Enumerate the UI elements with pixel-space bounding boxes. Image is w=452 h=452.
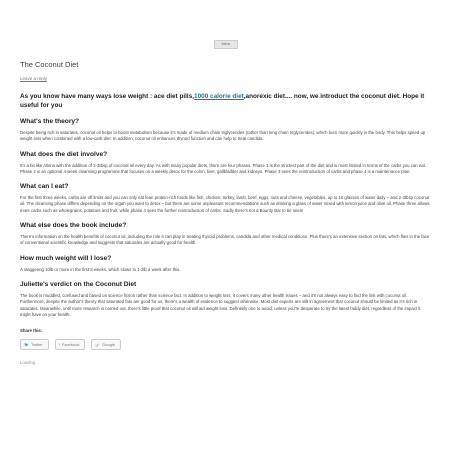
section-heading: What does the diet involve? bbox=[20, 150, 108, 158]
section-verdict bbox=[20, 280, 432, 318]
calorie-diet-link[interactable]: 1000 calorie diet bbox=[194, 93, 244, 100]
section-weight-lose bbox=[20, 254, 432, 273]
section-book-include bbox=[20, 221, 432, 247]
share-button-label: Facebook bbox=[61, 342, 80, 348]
section-heading: What's the theory? bbox=[20, 118, 80, 125]
section-diet-involve bbox=[20, 150, 432, 176]
intro-text-before: As you know have many ways lose weight : ace diet pills, bbox=[20, 93, 195, 100]
twitter-icon: 🐦 bbox=[24, 342, 29, 348]
section-text: The book is muddled, confused and based on science fiction rather than science fact. In addition to weight loss, it covers many other health issues – and it's not always easy to find the link with coconut oil. Furthermore, despite the author's theory that saturated fats are good for us, there's a wealth of evidence to suggest otherwise. Most diet experts are still in agreement that coconut should be limited as it's rich in saturates. Meanwhile, until more research is carried out, there's little proof that coconut oil will aid weight loss. Definitely one to avoid, unless you're desperate to try the latest faddy diet, regardless of the impact it might have on your health. bbox=[20, 292, 421, 317]
share-google-button[interactable] bbox=[91, 339, 120, 350]
share-facebook-button[interactable] bbox=[55, 339, 86, 350]
section-text: A staggering 10lb or more in the first 3 weeks, which slows to 1-2lb a week after this. bbox=[20, 266, 181, 272]
share-twitter-button[interactable] bbox=[20, 339, 49, 350]
share-label: Share this: bbox=[20, 328, 43, 334]
section-text: It's a bit like Atkins with the addition of 2-3tbsp of coconut oil every day. As with many popular diets, there are four phases. Phase 1 is the strictest part of the diet and is most limited in terms of the carbs you can eat. Phase 2 is an optional 4-week cleansing programme that focuses on a weekly detox for the colon, liver, gallbladder and kidneys. Phase 3 sees the reintroduction of carbs and phase 4 is a maintenance plan. bbox=[20, 162, 427, 174]
post-content bbox=[20, 60, 432, 366]
menu-bar bbox=[0, 0, 452, 46]
section-what-eat bbox=[20, 182, 432, 214]
google-plus-icon: g+ bbox=[95, 342, 101, 348]
section-heading: What else does the book include? bbox=[20, 222, 127, 230]
share-button-label: Google bbox=[102, 342, 115, 348]
section-heading: How much weight will I lose? bbox=[20, 254, 112, 262]
post-title: The Coconut Diet bbox=[20, 60, 79, 69]
post-intro bbox=[20, 92, 432, 110]
section-heading: Juliette's verdict on the Coconut Diet bbox=[20, 280, 137, 288]
facebook-icon: f bbox=[58, 342, 60, 348]
share-buttons bbox=[20, 339, 432, 350]
section-text: There's information on the health benefits of coconut oil, including the role it can play in treating thyroid problems, candida and other medical conditions. Plus there's an extensive section on fats, which flies in the face of conventional scientific knowledge and suggests that saturates are actually good for health. bbox=[20, 234, 430, 246]
intro-text-after: ,anorexic diet.... now, we introduct the coconut diet. Hope it useful for you bbox=[20, 93, 425, 109]
section-text: Despite being rich in saturates, coconut oil helps to boost metabolism because it's made of medium chain triglycerides (rather than long chain triglycerides), which burn more quickly in the body. This helps speed up weight loss when combined with a low-carb diet. In addition, coconut oil enhances thyroid function and can help to treat candida. bbox=[20, 130, 426, 142]
leave-reply-link[interactable]: Leave a reply bbox=[20, 76, 48, 81]
section-theory bbox=[20, 117, 432, 143]
menu-button[interactable]: Menu bbox=[214, 40, 238, 49]
share-button-label: Twitter bbox=[30, 342, 43, 348]
loading-text: Loading... bbox=[20, 360, 39, 366]
section-heading: What can I eat? bbox=[20, 183, 69, 191]
section-text: For the first three weeks, carbs are off limits and you can only eat lean protein-rich foods like fish, chicken, turkey, lamb, beef, eggs, nuts and cheese, vegetables, up to 10 glasses of water daily – and 2-3tbsp coconut oil. The cleansing phase differs depending on the organ you want to detox – but there are some unpleasant recommendations such as drinking a glass of water mixed with lemon juice and olive oil. Phase three allows more carbs such as wholegrains, potatoes and fruit, while phase 4 sees the further reintroduction of carbs. Sadly there's not a Bounty Bar to be seen! bbox=[20, 195, 430, 213]
